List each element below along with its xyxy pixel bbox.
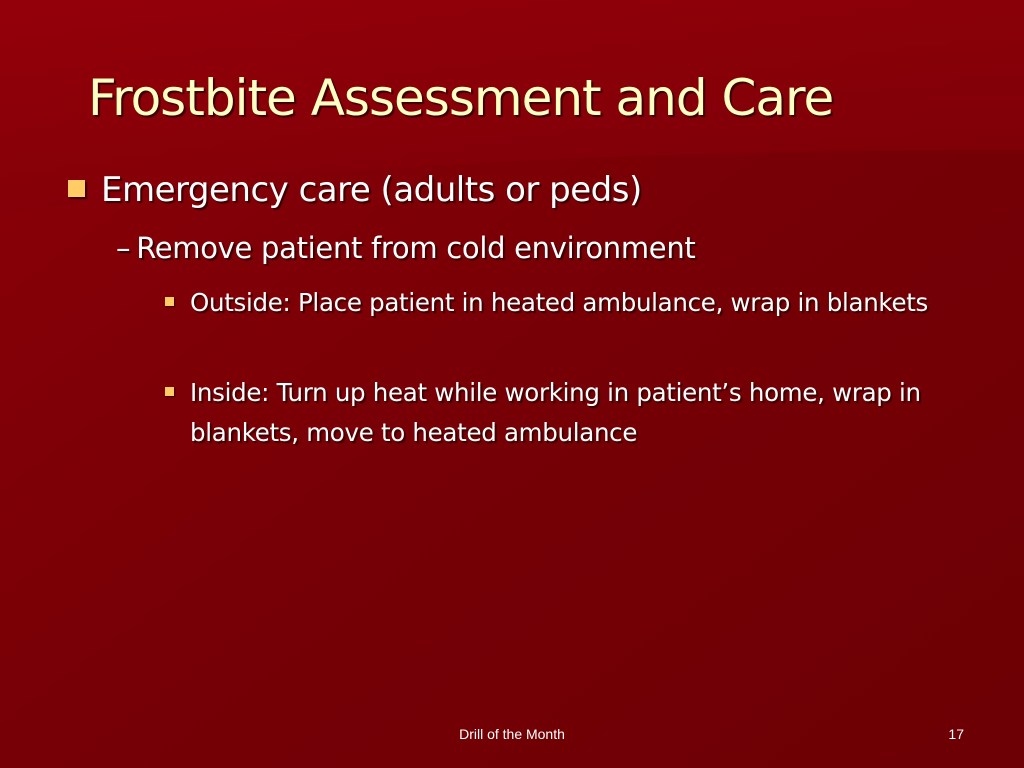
sub-bullet-inside	[165, 373, 965, 453]
bullet-text: Emergency care (adults or peds)	[101, 170, 642, 210]
sub-bullet-outside	[165, 283, 965, 323]
page-number: 17	[948, 726, 964, 742]
bullet-text: Outside: Place patient in heated ambulance, wrap in blankets	[190, 288, 928, 317]
bullet-emergency-care	[68, 163, 642, 217]
footer-title: Drill of the Month	[459, 726, 565, 742]
dash-bullet-icon: –	[116, 231, 131, 265]
square-bullet-icon	[68, 180, 85, 197]
small-square-bullet-icon	[165, 297, 174, 306]
bullet-text: Inside: Turn up heat while working in patient’s home, wrap in blankets, move to heated ambulance	[190, 378, 921, 447]
bullet-remove-patient	[116, 226, 696, 270]
small-square-bullet-icon	[165, 387, 174, 396]
slide-title: Frostbite Assessment and Care	[88, 69, 834, 127]
bullet-text: Remove patient from cold environment	[136, 231, 696, 265]
